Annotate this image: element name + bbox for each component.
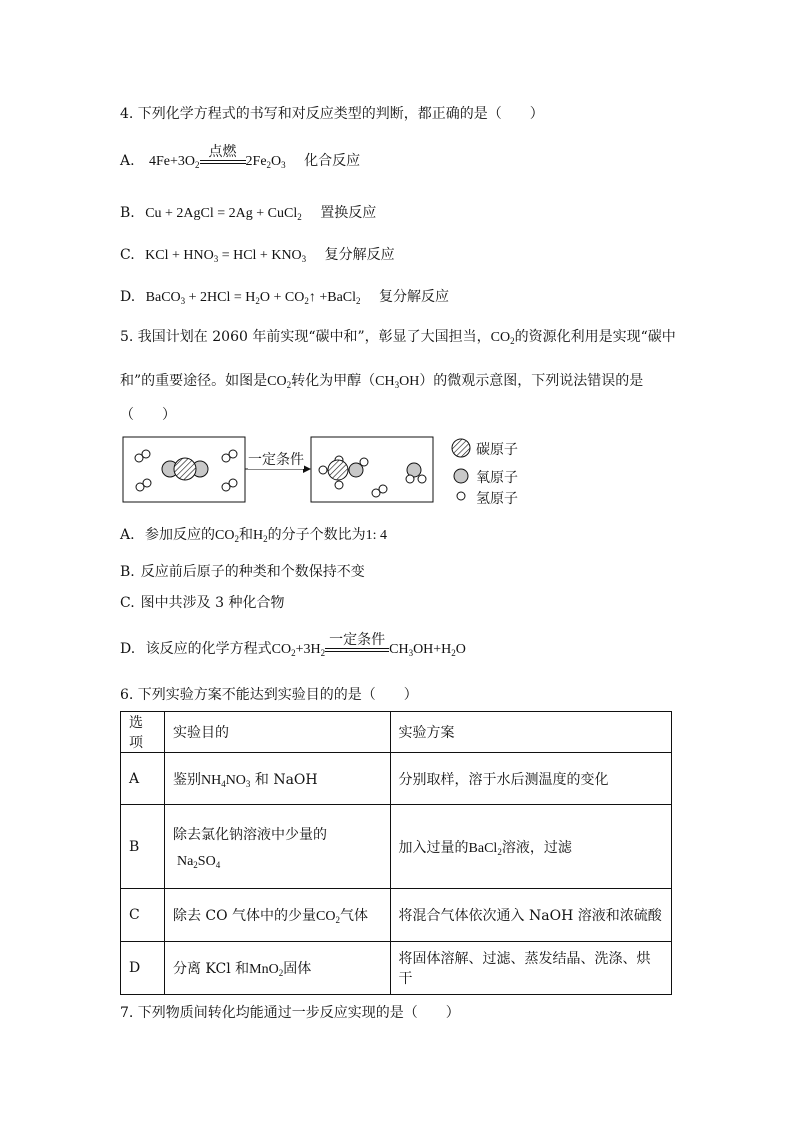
co2-molecule [162,458,208,480]
equation: KCl + $HNO_3$ = HCl + $KNO_3$ [145,248,307,264]
arrow-condition-label: 一定条件 [248,449,304,469]
header-option: 选项 [121,712,165,753]
q4-option-b: B. Cu + 2AgCl = 2Ag + CuCl$_2$ 置换反应 [120,205,377,222]
equation: Cu + 2AgCl = 2Ag + CuCl$_2$ [145,206,302,222]
micro-reaction-diagram [118,432,538,508]
q4-option-d: D. BaCO$_3$ + $2HCl = H_2O$ + $CO_2↑$ +BaCl$_2$ 复分解反应 [120,289,449,306]
equation: BaCO$_3$ + $2HCl = H_2O$ + $CO_2↑$ +BaCl$_2$ [145,290,361,306]
header-plan: 实验方案 [390,712,671,753]
legend-hydrogen: 氢原子 [476,491,518,507]
reaction-condition: 一定条件 [325,632,389,652]
q7-stem: 7. 下列物质间转化均能通过一步反应实现的是（ ） [120,1005,460,1021]
table-row: D 分离 KCl 和MnO$_2$固体 将固体溶解、过滤、蒸发结晶、洗涤、烘干 [121,942,672,995]
q4-option-a: A. $4Fe+3O_2$ 点燃 $2Fe_2O_3$ 化合反应 [120,144,361,170]
oxygen-atom-icon [454,469,468,483]
reaction-type: 复分解反应 [379,289,449,305]
equation: $4Fe+3O_2$ [149,154,200,170]
experiment-table [120,711,672,995]
q5-option-b: B. 反应前后原子的种类和个数保持不变 [120,564,365,580]
hydrogen-atom-icon [457,492,465,500]
table-header-row [121,712,672,753]
q5-option-a: A. 参加反应的$CO_2$和$H_2$的分子个数比为1: 4 [120,527,387,544]
q6-stem: 6. 下列实验方案不能达到实验目的的是（ ） [120,687,418,703]
arrow-head [303,465,311,473]
reaction-type: 复分解反应 [324,247,395,263]
reaction-type: 化合反应 [304,153,361,169]
table-row: C 除去 CO 气体中的少量$CO_2$气体 将混合气体依次通入 NaOH 溶液和浓硫酸 [121,889,672,942]
legend-oxygen: 氧原子 [476,470,518,486]
q5-stem-line1: 5. 我国计划在 2060 年前实现“碳中和”，彰显了大国担当，$CO_2$的资源化利用是实现“碳中 [120,329,676,346]
q4-option-c: C. KCl + $HNO_3$ = HCl + $KNO_3$ 复分解反应 [120,247,395,264]
table-row: B 除去氯化钠溶液中少量的 $Na_2SO_4$ 加入过量的BaCl$_2$溶液，过滤 [121,805,672,889]
table-row: A 鉴别$NH_4NO_3$ 和 NaOH 分别取样，溶于水后测温度的变化 [121,753,672,805]
carbon-atom-icon [452,439,470,457]
option-label: A. [120,153,135,169]
header-purpose: 实验目的 [164,712,390,753]
q4-stem: 4. 下列化学方程式的书写和对反应类型的判断，都正确的是（ ） [120,106,544,122]
q5-stem-line2: 和”的重要途径。如图是$CO_2$转化为甲醇$(CH_3OH)$的微观示意图，下列说法错误的是 [120,373,644,390]
legend-carbon: 碳原子 [476,442,518,458]
reaction-type: 置换反应 [320,205,377,221]
q5-option-c: C. 图中共涉及 3 种化合物 [120,595,285,611]
q5-option-d: D. 该反应的化学方程式$CO_2+3H_2$ 一定条件 $CH_3OH+H_2O$ [120,632,466,658]
q5-answer-paren: （ ） [120,407,176,423]
reaction-condition: 点燃 [200,144,246,164]
